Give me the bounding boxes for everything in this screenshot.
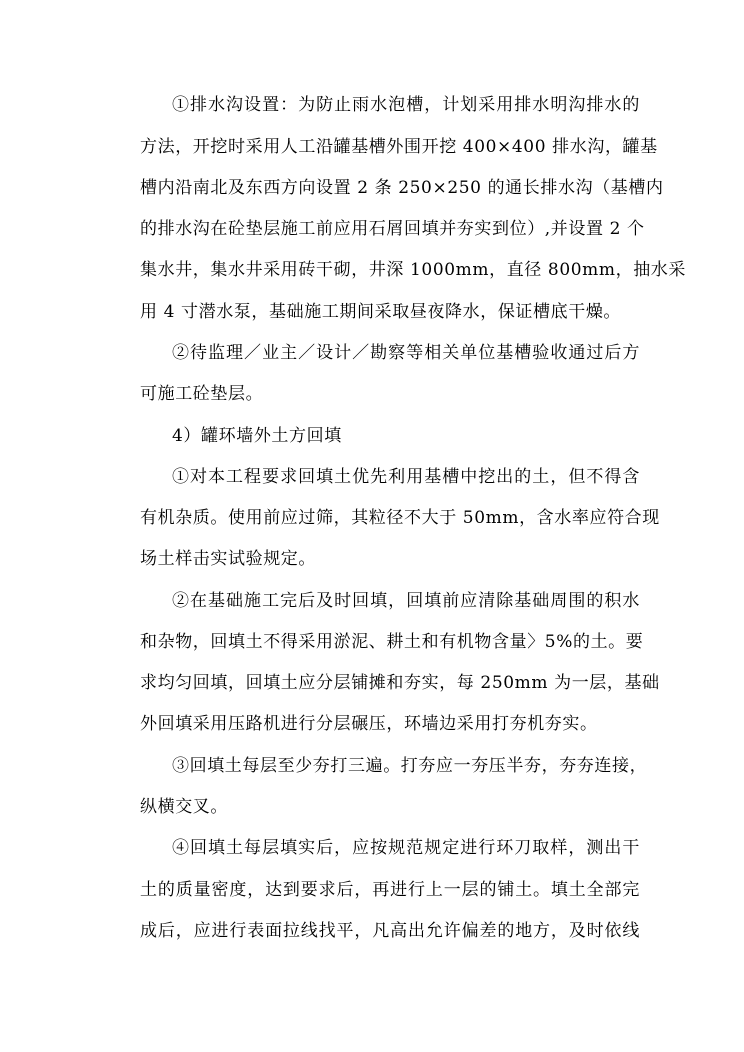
paragraph-line: 成后，应进行表面拉线找平，凡高出允许偏差的地方，及时依线 [140,921,640,941]
section-heading: 4）罐环墙外土方回填 [172,426,342,446]
paragraph-line: ①对本工程要求回填土优先利用基槽中挖出的土，但不得含 [172,467,640,487]
paragraph-line: 土的质量密度，达到要求后，再进行上一层的铺土。填土全部完 [140,880,640,900]
paragraph-line: 槽内沿南北及东西方向设置 2 条 250×250 的通长排水沟（基槽内 [140,178,664,198]
paragraph-line: 场土样击实试验规定。 [140,549,316,569]
paragraph-line: 求均匀回填，回填土应分层铺摊和夯实，每 250mm 为一层，基础 [140,673,660,693]
paragraph-line: 和杂物，回填土不得采用淤泥、耕土和有机物含量〉5%的土。要 [140,632,644,652]
paragraph-line: 有机杂质。使用前应过筛，其粒径不大于 50mm，含水率应符合现 [140,508,660,528]
paragraph-line: 外回填采用压路机进行分层碾压，环墙边采用打夯机夯实。 [140,714,598,734]
paragraph-line: ②在基础施工完后及时回填，回填前应清除基础周围的积水 [172,591,640,611]
paragraph-line: 集水井，集水井采用砖干砌，井深 1000mm，直径 800mm，抽水采 [140,260,686,280]
paragraph-line: 纵横交叉。 [140,797,228,817]
paragraph-line: 用 4 寸潜水泵，基础施工期间采取昼夜降水，保证槽底干燥。 [140,302,622,322]
paragraph-line: ④回填土每层填实后，应按规范规定进行环刀取样，测出干 [172,838,640,858]
paragraph-line: ①排水沟设置：为防止雨水泡槽，计划采用排水明沟排水的 [172,95,640,115]
paragraph-line: 方法，开挖时采用人工沿罐基槽外围开挖 400×400 排水沟，罐基 [140,137,658,157]
paragraph-line: 的排水沟在砼垫层施工前应用石屑回填并夯实到位）,并设置 2 个 [140,219,645,239]
paragraph-line: 可施工砼垫层。 [140,384,264,404]
paragraph-line: ②待监理／业主／设计／勘察等相关单位基槽验收通过后方 [172,343,640,363]
paragraph-line: ③回填土每层至少夯打三遍。打夯应一夯压半夯，夯夯连接， [172,756,648,776]
